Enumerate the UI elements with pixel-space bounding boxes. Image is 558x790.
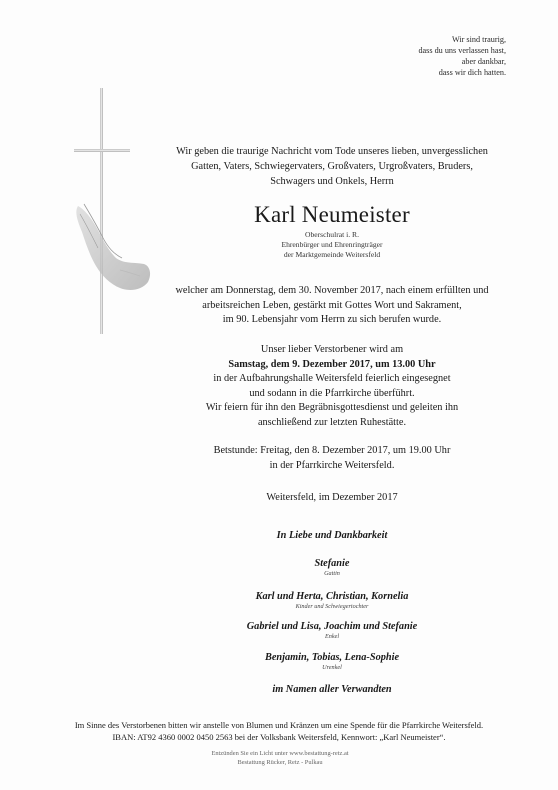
death-line: arbeitsreichen Leben, gestärkt mit Gottes Wort und Sakrament,: [202, 299, 462, 311]
mourner-relation: Gattin: [324, 570, 340, 577]
death-line: welcher am Donnerstag, dem 30. November 2017, nach einem erfüllten und: [175, 285, 489, 296]
mourner-group: [138, 651, 526, 672]
iban-line: IBAN: AT92 4360 0002 0450 2563 bei der Volksbank Weitersfeld, Kennwort: „Karl Neumeister“.: [112, 731, 446, 742]
mourner-relation: Enkel: [324, 633, 340, 640]
cross-crossbar: [74, 149, 130, 152]
mourner-group: [138, 590, 526, 611]
mourner-relation: Urenkel: [322, 664, 342, 671]
funeral-line: in der Aufbahrungshalle Weitersfeld feierlich eingesegnet: [213, 373, 451, 384]
poem-line: Wir sind traurig,: [451, 35, 506, 44]
intro-line: Schwagers und Onkels, Herrn: [270, 176, 394, 187]
donation-line: Im Sinne des Verstorbenen bitten wir anstelle von Blumen und Kränzen um eine Spende für die Pfarrkirche Weitersfeld.: [74, 720, 484, 730]
title-line: der Marktgemeinde Weitersfeld: [283, 250, 381, 259]
poem-line: aber dankbar,: [461, 57, 506, 66]
donation-note: [20, 720, 538, 743]
funeral-details: [138, 343, 526, 430]
mourner-names: Stefanie: [314, 558, 350, 569]
funeral-date: [138, 358, 526, 373]
funeral-date-time: Samstag, dem 9. Dezember 2017, um 13.00 Uhr: [228, 358, 436, 370]
undertaker-web: Entzünden Sie ein Licht unter www.bestattung-retz.at: [211, 750, 349, 757]
prayer-hour: [138, 444, 526, 473]
relatives-line: im Namen aller Verwandten: [272, 684, 392, 695]
mourner-names: Karl und Herta, Christian, Kornelia: [255, 591, 409, 602]
undertaker-info: [160, 750, 400, 767]
prayer-line: in der Pfarrkirche Weitersfeld.: [269, 459, 395, 471]
mourner-names: Gabriel und Lisa, Joachim und Stefanie: [246, 621, 418, 632]
mourner-group: [138, 557, 526, 578]
title-line: Ehrenbürger und Ehrenringträger: [281, 240, 383, 249]
intro-line: Gatten, Vaters, Schwiegervaters, Großvaters, Urgroßvaters, Bruders,: [191, 161, 473, 172]
funeral-line: Wir feiern für ihn den Begräbnisgottesdienst und geleiten ihn: [205, 402, 459, 413]
poem: [356, 34, 506, 78]
death-notice: [138, 284, 526, 328]
poem-line: dass du uns verlassen hast,: [418, 46, 506, 55]
intro-text: [138, 144, 526, 189]
funeral-intro: Unser lieber Verstorbener wird am: [260, 344, 404, 355]
prayer-line: Betstunde: Freitag, den 8. Dezember 2017, um 19.00 Uhr: [213, 445, 451, 456]
poem-line: dass wir dich hatten.: [438, 68, 506, 77]
mourner-relation: Kinder und Schwiegertochter: [295, 603, 369, 610]
title-line: Oberschulrat i. R.: [305, 230, 359, 239]
funeral-line: und sodann in die Pfarrkirche überführt.: [249, 387, 415, 399]
mourner-group: [138, 620, 526, 641]
deceased-titles: [138, 230, 526, 260]
undertaker-name: Bestattung Rücker, Retz - Pulkau: [237, 758, 323, 766]
place-date: Weitersfeld, im Dezember 2017: [266, 492, 398, 503]
death-line: im 90. Lebensjahr vom Herrn zu sich berufen wurde.: [222, 314, 442, 325]
intro-line: Wir geben die traurige Nachricht vom Tode unseres lieben, unvergesslichen: [176, 146, 488, 157]
funeral-line: anschließend zur letzten Ruhestätte.: [257, 416, 407, 428]
deceased-name: Karl Neumeister: [254, 202, 410, 227]
closing-phrase: In Liebe und Dankbarkeit: [276, 530, 388, 541]
mourner-names: Benjamin, Tobias, Lena-Sophie: [264, 652, 400, 663]
